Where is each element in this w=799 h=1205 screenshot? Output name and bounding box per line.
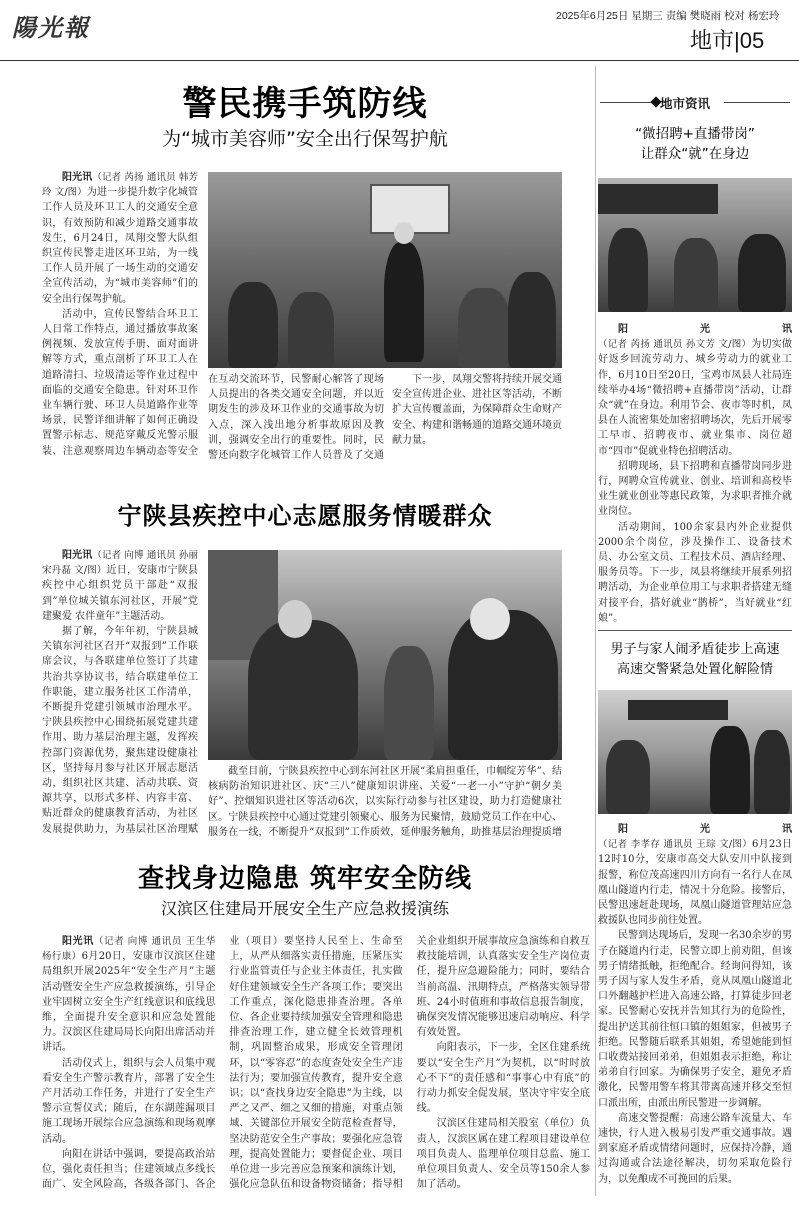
- article2-photo: [208, 550, 562, 760]
- article1-col3: [392, 372, 562, 462]
- section-label: 地市|05: [690, 28, 765, 53]
- sidebar-story1-headline: “微招聘+直播带岗” 让群众“就”在身边: [635, 126, 755, 162]
- article2-col1: [42, 548, 198, 838]
- article1-photo: [208, 172, 562, 368]
- sidebar-story2-byline: （记者 李孝存 通讯员 王琮 文/图）: [598, 839, 753, 851]
- article1-para: 下一步，凤翔交警将持续开展交通安全宣传进企业、进社区等活动，不断扩大宣传覆盖面，为保障群众生命财产安全、构建和谐畅通的道路交通环境贡献力量。: [392, 374, 562, 446]
- office-sign: [628, 700, 728, 720]
- sidebar-story1-photo: [598, 178, 792, 312]
- newspaper-logo: 陽光報: [12, 13, 90, 42]
- article2-para: 据了解，今年年初，宁陕县城关镇东河社区召开“双报到”工作联席会议，与各联建单位签订了共建共治共享协议书，结合联建单位工作职能，建立服务社区工作清单，不断提升党建引领城市治理水平。宁陕县疾控中心围绕拓展党建共建作用、助力基层治理主题，发挥疾控部门资源优势，聚焦建设健康社区，坚持每月参与社区开展志愿活动，组织社区共建、活动共联、资源共享，以形式多样、内容丰富、贴近群众的健康教育活动，为社区发展提供助力，为基层社区治理赋: [42, 626, 198, 835]
- article1-headline: 警民携手筑防线: [182, 84, 428, 124]
- masthead-rule: [0, 60, 799, 61]
- article3-para: 向阳在讲话中强调，要提高政治站位，强化责任担当；住建领域点多线长面广、安全风险高，各级各部门、各企业（项目）要坚持人民至上、生命至上，从严从细落实责任措施，压紧压实行业监管责任与企业主体责任，扎实做好住建领域安全生产各项工作；要突出工作重点，深化隐患排查治理。各单位、各企业要持续加强安全管理和隐患排查治理工作，建立健全长效管理机制，巩固整治成果，形成安全管理闭环，以“零容忍”的态度查处安全生产违法行为；要加强宣传教育，提升安全意识；以“查找身边安全隐患”为主线，以严之又严、细之又细的措施，对重点领域、关键部位开展安全防范检查督导，坚决防范安全生产事故；要强化应急管理，提高处置能力；要督促企业、项目单位进一步完善应急预案和演练计划，强化应急队伍和设备物资储备；指导相关企业组织开展事故应急演练和自救互救技能培训，认真落实安全生产岗位责任，提升应急避险能力；同时，要结合当前高温、汛期特点，严格落实领导带班、24小时值班和事故信息报告制度，确保突发情况能够迅速启动响应、科学有效处置。: [42, 936, 590, 1191]
- volunteer-figure: [248, 620, 358, 760]
- article2-para: 近日，安康市宁陕县疾控中心组织党员干部赴“双报到”单位城关镇东河社区，开展“党建聚爱 农伴童年”主题活动。: [42, 565, 198, 622]
- article1-byline: （记者 芮扬 通讯员 韩芳玲 文/图）: [42, 172, 198, 199]
- article2-lead-tag: 阳光讯: [62, 550, 93, 561]
- sidebar-section-tag: [600, 92, 790, 114]
- article3-para: 活动仪式上，组织与会人员集中观看安全生产警示教育片，部署了安全生产月活动工作任务，并进行了安全生产警示宣誓仪式；随后，在东湖莲漏项目施工现场开展综合应急演练和现场观摩活动。: [42, 1057, 216, 1145]
- sidebar-story2-body: 阳光讯（记者 李孝存 通讯员 王琮 文/图）6月23日12时10分，安康市高交大队安川中队接到报警，称位茂高速四川方向有一名行人在凤凰山隧道内行走，情况十分危险。接警后，民警迅速赶赴现场，凤凰山隧道管理站应急救援队也同步前往处置。 民警到达现场后，发现一名30余岁的男子在隧道内行走，民警立即上前劝阻，但该男子情绪抵触，拒绝配合。经询问得知，该男子因与家人发生矛盾，竟从凤凰山隧道北口外翻越护栏进入高速公路，打算徒步回老家。民警耐心安抚并告知其行为的危险性，提出护送其前往恒口镇的姐姐家，但被男子拒绝。民警随后联系其姐姐，希望她能到恒口收费站接回弟弟，但姐姐表示拒绝，称让弟弟自行回家。为确保男子安全，避免矛盾激化，民警用警车将其带离高速并移交至恒口派出所，由派出所民警进一步调解。 高速交警提醒：高速公路车流量大、车速快，行人进入极易引发严重交通事故。遇到家庭矛盾或情绪问题时，应保持冷静，通过沟通或合法途径解决，切勿采取危险行为，以免酿成不可挽回的后果。: [598, 824, 792, 1185]
- article1-lead-tag: 阳光讯: [62, 172, 93, 183]
- article1-col1: [42, 170, 198, 460]
- article2-headline: 宁陕县疾控中心志愿服务情暖群众: [117, 502, 493, 530]
- article3-subhead: 汉滨区住建局开展安全生产应急救援演练: [160, 899, 449, 918]
- traffic-police-figure: [710, 726, 750, 814]
- article3-body: [42, 934, 590, 1196]
- article1-para: 活动中，宣传民警结合环卫工人日常工作特点，通过播放事故案例视频、发放宣传手册、面对面讲解等方式，重点剖析了环卫工人在道路清扫、垃圾清运等作业过程中面临的交通安全隐患。针对环卫作业车辆行驶、环卫人员道路作业等场景，民警详细讲解了如何正确设置警示标志、规范穿戴反光警示服装、注意观察周边车辆动态等安全: [42, 308, 198, 457]
- article1-subhead: 为“城市美容师”安全出行保驾护航: [162, 128, 448, 150]
- banner: [598, 184, 718, 214]
- article3-para: 向阳表示，下一步，全区住建系统要以“安全生产月”为契机，以“时时放心不下”的责任感和“事事心中有底”的行动力抓安全促发展，坚决守牢安全底线。: [416, 1042, 590, 1115]
- article1-para: 为进一步提升数字化城管工作人员及环卫工人的交通安全意识，有效预防和减少道路交通事故发生，6月24日，凤翔交警大队组织宣传民警走进区环卫站，为一线工作人员开展了一场生动的交通安全宣传活动，为“城市美容师”们的安全出行保驾护航。: [42, 187, 198, 305]
- article3-lead-tag: 阳光讯: [62, 936, 94, 947]
- article2-col2: [208, 764, 562, 840]
- sidebar-story1-lead-tag: 阳光讯: [618, 324, 792, 335]
- sidebar-story1-body: 阳光讯（记者 芮扬 通讯员 孙文芳 文/图）为切实做好返乡回流劳动力、城乡劳动力的就业工作，6月10日至20日，宝鸡市凤县人社局连续举办4场“微招聘+直播带岗”活动，让群众“就”在身边。利用节会、夜市等时机，凤县在人流密集处加密招聘场次，先后开展零工早市、招聘夜市、就业集市、岗位超市“四市”促就业特色招聘活动。 招聘现场，县下招聘和直播带岗同步进行，网聘众宣传就业、创业、培训和高校毕业生就业创业等惠民政策，为求职者推介就业岗位。 活动期间，100余家县内外企业提供2000余个岗位，涉及操作工、设备技术员、办公室文员、工程技术员、酒店经理、服务员等。下一步，凤县将继续开展系列招聘活动，为企业单位用工与求职者搭建无缝对接平台，搭好就业“鹊桥”，当好就业“红娘”。: [598, 324, 792, 624]
- article2-byline: （记者 向博 通讯员 孙丽宋丹磊 文/图）: [42, 550, 198, 577]
- sidebar-tag-label: 地市资讯: [660, 96, 711, 111]
- article1-para: 在互动交流环节，民警耐心解答了现场人员提出的各类交通安全问题，并以近期发生的涉及环卫作业的交通事故为切入点，深入浅出地分析事故原因及教训，强调安全出行的重要性。同时，民警还向数字化城管工作人员普及了交通: [208, 374, 384, 462]
- sidebar-divider: [598, 630, 792, 631]
- sidebar-story1-byline: （记者 芮扬 通讯员 孙文芳 文/图）: [598, 339, 752, 351]
- issue-meta: 2025年6月25日 星期三 责编 樊晓雨 校对 杨宏玲: [556, 10, 780, 22]
- article3-para: 汉滨区住建局相关股室（单位）负责人，汉滨区属在建工程项目建设单位项目负责人、监理单位项目总监、施工单位项目负责人、安全员等150余人参加了活动。: [416, 1118, 590, 1191]
- article3-byline: （记者 向博 通讯员 王生华 杨行康）: [42, 936, 216, 963]
- article2-col1-tail: [42, 838, 198, 858]
- article2-para: 截至目前，宁陕县疾控中心到东河社区开展“柔肩担重任，巾帼绽芳华”、结核病防治知识进社区、庆“三八”健康知识讲座、关爱“一老一小”守护“朝夕美好”、控烟知识进社区等活动6次，以实际行动参与社区建设，助力打造健康社区。宁陕县疾控中心通过党建引领聚心、服务为民聚情，鼓励党员工作在中心、服务在一线，不断提升“双报到”工作质效，延伸服务触角，助推基层治理提质增: [208, 766, 562, 838]
- article1-col2: [208, 372, 384, 462]
- sidebar-story2-photo: [598, 690, 792, 814]
- column-divider: [595, 66, 596, 1196]
- sidebar-story2-headline: 男子与家人闹矛盾徒步上高速 高速交警紧急处置化解险情: [610, 642, 780, 677]
- article3-headline: 查找身边隐患 筑牢安全防线: [137, 864, 473, 894]
- sidebar-story2-lead-tag: 阳光讯: [618, 824, 792, 835]
- police-officer-figure: [384, 242, 424, 362]
- article3-para: 6月20日，安康市汉滨区住建局组织开展2025年“安全生产月”主题活动暨安全生产应急救援演练，引导企业牢固树立安全生产红线意识和底线思维，全面提升安全意识和应急处置能力。汉滨区住建局局长向阳出席活动并讲话。: [42, 951, 216, 1054]
